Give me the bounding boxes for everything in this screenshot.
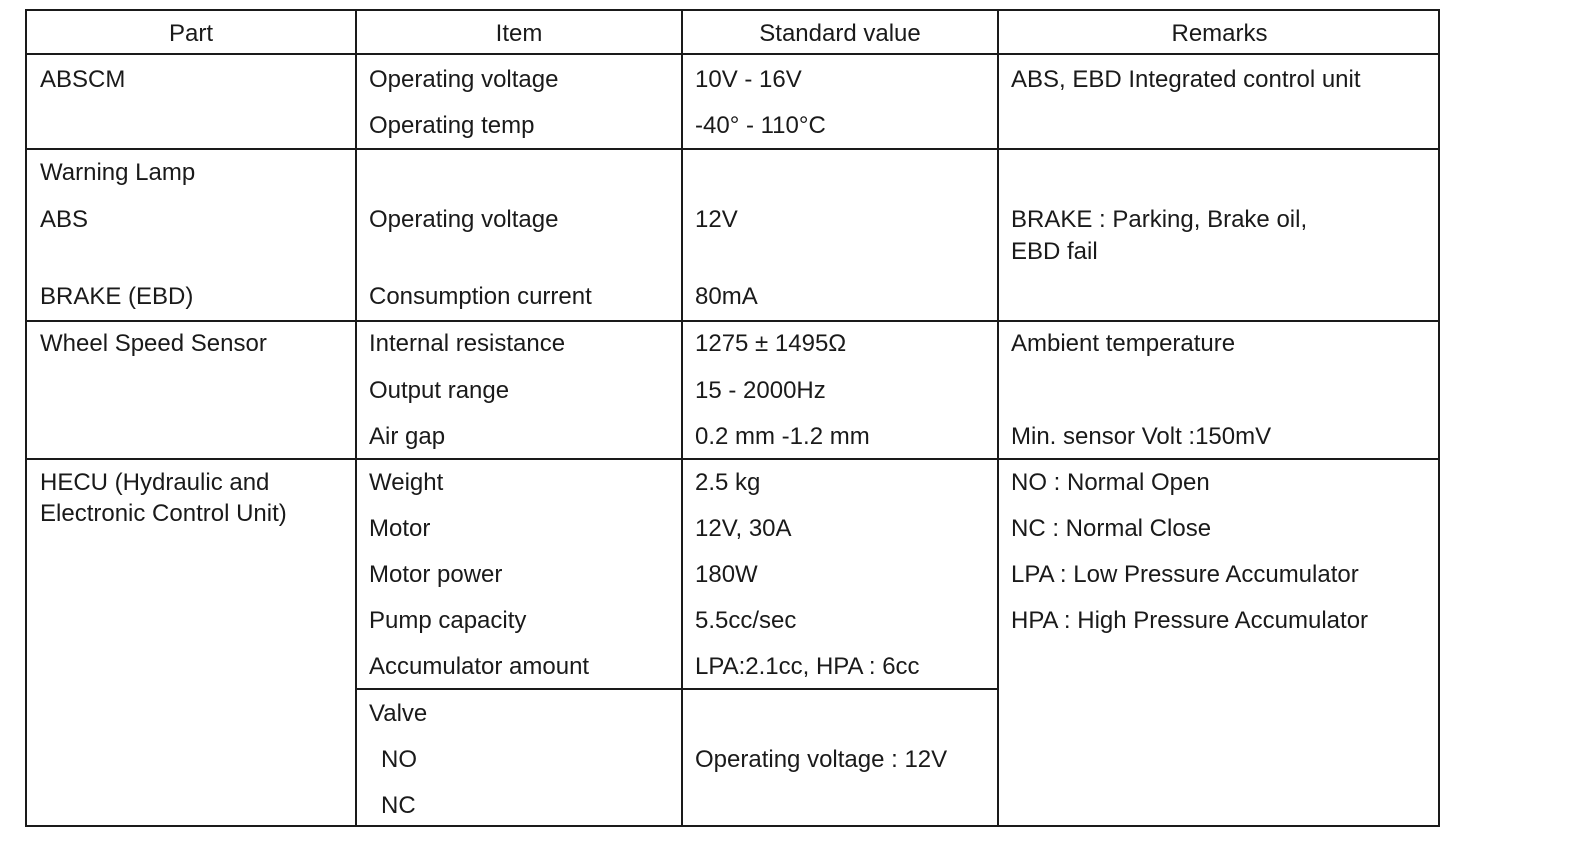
remarks-cell: NC : Normal Close [1011,515,1212,542]
item-cell: Pump capacity [369,607,527,634]
column-divider [355,11,357,825]
remarks-cell: NO : Normal Open [1011,469,1210,496]
remarks-cell: LPA : Low Pressure Accumulator [1011,561,1359,588]
remarks-cell: BRAKE : Parking, Brake oil, [1011,206,1308,233]
header-remarks: Remarks [1171,20,1268,47]
item-cell: Consumption current [369,283,592,310]
item-cell: Operating voltage [369,206,559,233]
item-cell: Weight [369,469,444,496]
item-cell: Accumulator amount [369,653,590,680]
value-cell: LPA:2.1cc, HPA : 6cc [695,653,920,680]
value-cell: -40° - 110°C [695,112,826,139]
part-hecu: Electronic Control Unit) [40,500,287,527]
row-divider [27,53,1438,55]
item-cell: Motor [369,515,431,542]
part-abscm: ABSCM [40,66,126,93]
header-item: Item [495,20,543,47]
item-cell: Air gap [369,423,446,450]
value-cell: 0.2 mm -1.2 mm [695,423,870,450]
remarks-cell: Min. sensor Volt :150mV [1011,423,1272,450]
header-part: Part [168,20,213,47]
item-valve: Valve [369,700,428,727]
row-divider [27,458,1438,460]
part-warning-lamp: Warning Lamp [40,159,196,186]
column-divider [997,11,999,825]
remarks-cell: Ambient temperature [1011,330,1236,357]
item-cell: Output range [369,377,510,404]
remarks-cell: HPA : High Pressure Accumulator [1011,607,1369,634]
item-valve-nc: NC [381,792,416,819]
item-cell: Motor power [369,561,503,588]
part-abs: ABS [40,206,89,233]
column-divider [681,11,683,825]
header-standard-value: Standard value [759,20,921,47]
value-cell: 10V - 16V [695,66,802,93]
value-cell: 12V, 30A [695,515,792,542]
value-valve: Operating voltage : 12V [695,746,948,773]
item-cell: Operating temp [369,112,535,139]
remarks-cell: ABS, EBD Integrated control unit [1011,66,1361,93]
value-cell: 80mA [695,283,758,310]
remarks-cell: EBD fail [1011,238,1098,265]
value-cell: 2.5 kg [695,469,761,496]
spec-table [25,9,1440,827]
item-valve-no: NO [381,746,417,773]
part-hecu: HECU (Hydraulic and [40,469,270,496]
value-cell: 180W [695,561,758,588]
item-cell: Internal resistance [369,330,566,357]
value-cell: 15 - 2000Hz [695,377,826,404]
value-cell: 5.5cc/sec [695,607,797,634]
item-cell: Operating voltage [369,66,559,93]
part-wheel-speed-sensor: Wheel Speed Sensor [40,330,267,357]
row-divider [27,148,1438,150]
row-divider [355,688,999,690]
value-cell: 1275 ± 1495Ω [695,330,847,357]
part-brake-ebd: BRAKE (EBD) [40,283,194,310]
value-cell: 12V [695,206,738,233]
row-divider [27,320,1438,322]
